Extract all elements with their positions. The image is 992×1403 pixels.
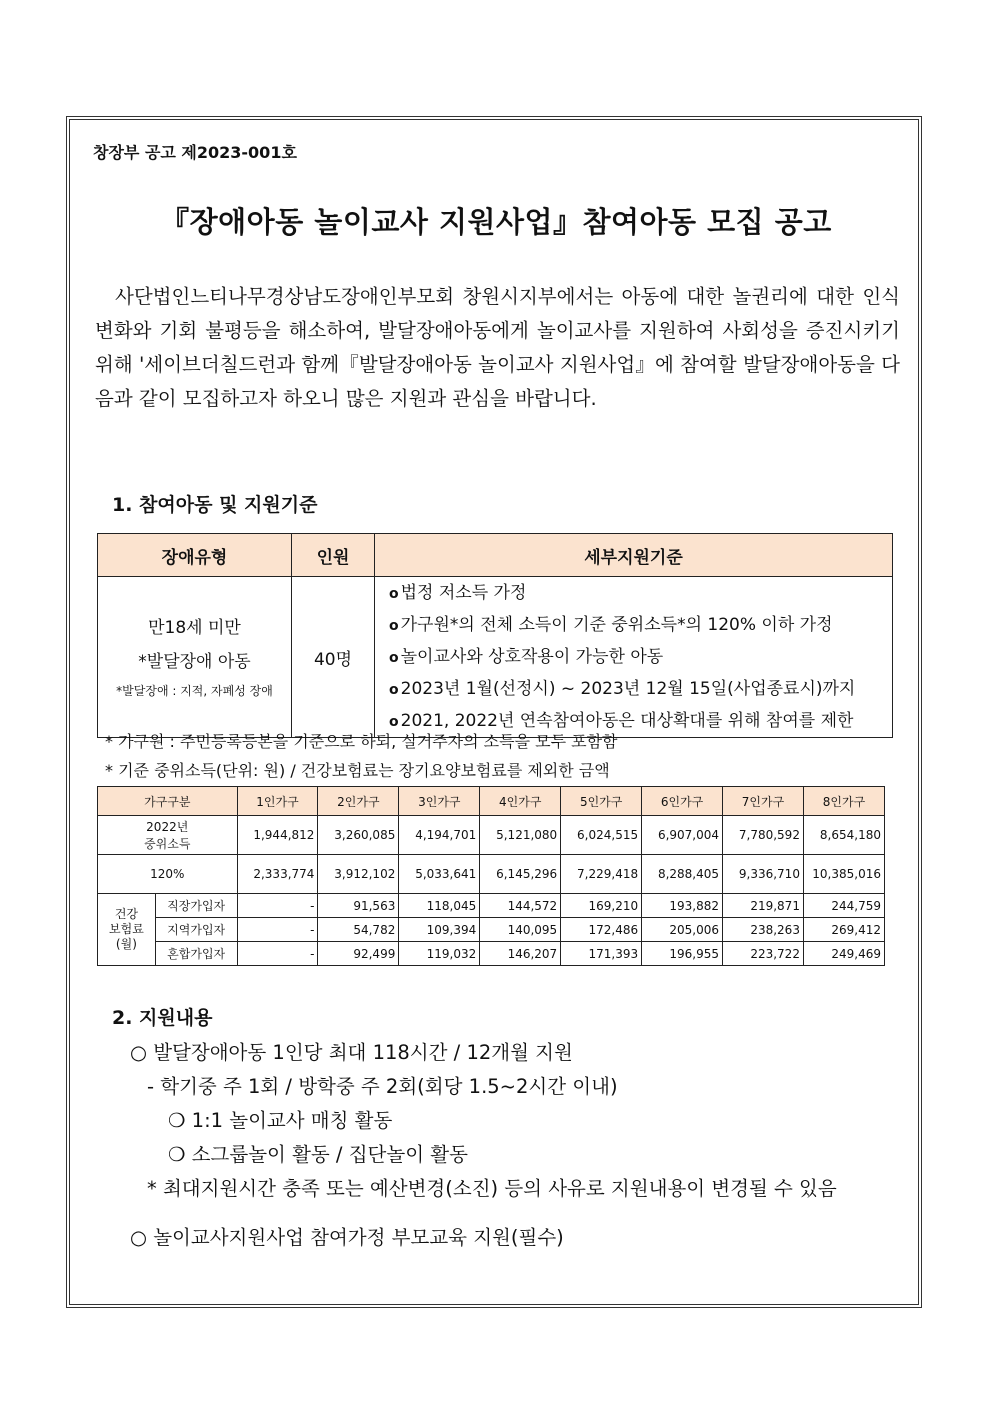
header-household-size: 1인가구 [237, 787, 318, 816]
page-title: 『장애아동 놀이교사 지원사업』참여아동 모집 공고 [160, 205, 832, 239]
median-income-label: 2022년 중위소득 [98, 816, 238, 855]
insurance-value: 269,412 [803, 918, 884, 942]
insurance-value: 244,759 [803, 894, 884, 918]
median-value: 4,194,701 [399, 816, 480, 855]
insurance-value: 144,572 [480, 894, 561, 918]
insurance-value: 196,955 [642, 942, 723, 966]
criteria-item: o 법정 저소득 가정 [389, 583, 527, 603]
section2-heading: 2. 지원내용 [112, 1007, 213, 1029]
insurance-value: 91,563 [318, 894, 399, 918]
insurance-value: 146,207 [480, 942, 561, 966]
insurance-value: 205,006 [642, 918, 723, 942]
pct120-value: 10,385,016 [803, 855, 884, 894]
bullet-circle-icon: o [389, 714, 399, 730]
pct120-label: 120% [98, 855, 238, 894]
pct120-value: 3,912,102 [318, 855, 399, 894]
insurance-value: 223,722 [723, 942, 804, 966]
criteria-item: o 놀이교사와 상호작용이 가능한 아동 [389, 647, 664, 667]
insurance-value: - [237, 942, 318, 966]
type-line: *발달장애 아동 [138, 652, 251, 672]
insurance-value: 238,263 [723, 918, 804, 942]
header-disability-type: 장애유형 [98, 534, 292, 577]
pct120-value: 8,288,405 [642, 855, 723, 894]
header-criteria: 세부지원기준 [375, 534, 893, 577]
insurance-value: 140,095 [480, 918, 561, 942]
header-household-size: 3인가구 [399, 787, 480, 816]
support-line: ○ 놀이교사지원사업 참여가정 부모교육 지원(필수) [130, 1226, 564, 1249]
insurance-value: 109,394 [399, 918, 480, 942]
criteria-body-row [98, 577, 893, 738]
insurance-value: 219,871 [723, 894, 804, 918]
median-value: 5,121,080 [480, 816, 561, 855]
count-cell: 40명 [292, 577, 375, 738]
section1-heading: 1. 참여아동 및 지원기준 [112, 494, 318, 516]
criteria-cell [375, 577, 893, 738]
pct120-value: 9,336,710 [723, 855, 804, 894]
note-household: * 가구원 : 주민등록등본을 기준으로 하되, 실거주자의 소득을 모두 포함함 [105, 732, 618, 751]
pct120-value: 5,033,641 [399, 855, 480, 894]
income-table [97, 786, 885, 966]
insurance-value: 54,782 [318, 918, 399, 942]
pct120-value: 6,145,296 [480, 855, 561, 894]
insurance-row [98, 918, 885, 942]
pct120-row [98, 855, 885, 894]
insurance-value: - [237, 918, 318, 942]
pct120-value: 7,229,418 [561, 855, 642, 894]
median-value: 1,944,812 [237, 816, 318, 855]
insurance-type-label: 혼합가입자 [155, 942, 237, 966]
header-household-size: 6인가구 [642, 787, 723, 816]
header-household-size: 4인가구 [480, 787, 561, 816]
header-household-type: 가구구분 [98, 787, 238, 816]
median-value: 6,907,004 [642, 816, 723, 855]
criteria-item: o 2023년 1월(선정시) ~ 2023년 12월 15일(사업종료시)까지 [389, 679, 856, 699]
support-line: - 학기중 주 1회 / 방학중 주 2회(회당 1.5~2시간 이내) [147, 1075, 618, 1098]
insurance-type-label: 직장가입자 [155, 894, 237, 918]
insurance-value: 249,469 [803, 942, 884, 966]
median-income-row [98, 816, 885, 855]
header-household-size: 2인가구 [318, 787, 399, 816]
bullet-circle-icon: o [389, 618, 399, 634]
insurance-group-label: 건강 보험료 (월) [98, 894, 156, 966]
type-line: 만18세 미만 [148, 618, 241, 638]
criteria-item: o 가구원*의 전체 소득이 기준 중위소득*의 120% 이하 가정 [389, 615, 833, 635]
median-value: 7,780,592 [723, 816, 804, 855]
income-header-row [98, 787, 885, 816]
header-household-size: 7인가구 [723, 787, 804, 816]
support-line: ❍ 1:1 놀이교사 매칭 활동 [168, 1109, 393, 1132]
insurance-row [98, 942, 885, 966]
disability-type-cell [98, 577, 292, 738]
support-line: ❍ 소그룹놀이 활동 / 집단놀이 활동 [168, 1143, 468, 1166]
header-household-size: 5인가구 [561, 787, 642, 816]
insurance-type-label: 지역가입자 [155, 918, 237, 942]
header-household-size: 8인가구 [803, 787, 884, 816]
insurance-value: 92,499 [318, 942, 399, 966]
insurance-value: 193,882 [642, 894, 723, 918]
bullet-circle-icon: o [389, 650, 399, 666]
insurance-value: - [237, 894, 318, 918]
insurance-value: 119,032 [399, 942, 480, 966]
median-value: 8,654,180 [803, 816, 884, 855]
support-note: * 최대지원시간 충족 또는 예산변경(소진) 등의 사유로 지원내용이 변경될 수 있음 [147, 1177, 837, 1200]
criteria-item: o 2021, 2022년 연속참여아동은 대상확대를 위해 참여를 제한 [389, 711, 854, 731]
note-median-income: * 기준 중위소득(단위: 원) / 건강보험료는 장기요양보험료를 제외한 금액 [105, 761, 610, 780]
insurance-value: 171,393 [561, 942, 642, 966]
insurance-value: 169,210 [561, 894, 642, 918]
type-note: *발달장애 : 지적, 자폐성 장애 [116, 684, 273, 698]
insurance-value: 172,486 [561, 918, 642, 942]
bullet-circle-icon: o [389, 586, 399, 602]
header-count: 인원 [292, 534, 375, 577]
insurance-value: 118,045 [399, 894, 480, 918]
notice-number: 창장부 공고 제2023-001호 [93, 143, 297, 162]
insurance-row [98, 894, 885, 918]
bullet-circle-icon: o [389, 682, 399, 698]
median-value: 3,260,085 [318, 816, 399, 855]
median-value: 6,024,515 [561, 816, 642, 855]
criteria-table [97, 533, 893, 738]
pct120-value: 2,333,774 [237, 855, 318, 894]
criteria-header-row [98, 534, 893, 577]
support-line: ○ 발달장애아동 1인당 최대 118시간 / 12개월 지원 [130, 1041, 573, 1064]
intro-paragraph: 사단법인느티나무경상남도장애인부모회 창원시지부에서는 아동에 대한 놀권리에 대한 인식변화와 기회 불평등을 해소하여, 발달장애아동에게 놀이교사를 지원하여 사회성을 증진시키기 위해 '세이브더칠드런과 함께『발달장애아동 놀이교사 지원사업』에 참여할 발달장애아동을 다음과 같이 모집하고자 하오니 많은 지원과 관심을 바랍니다. [95, 285, 900, 410]
